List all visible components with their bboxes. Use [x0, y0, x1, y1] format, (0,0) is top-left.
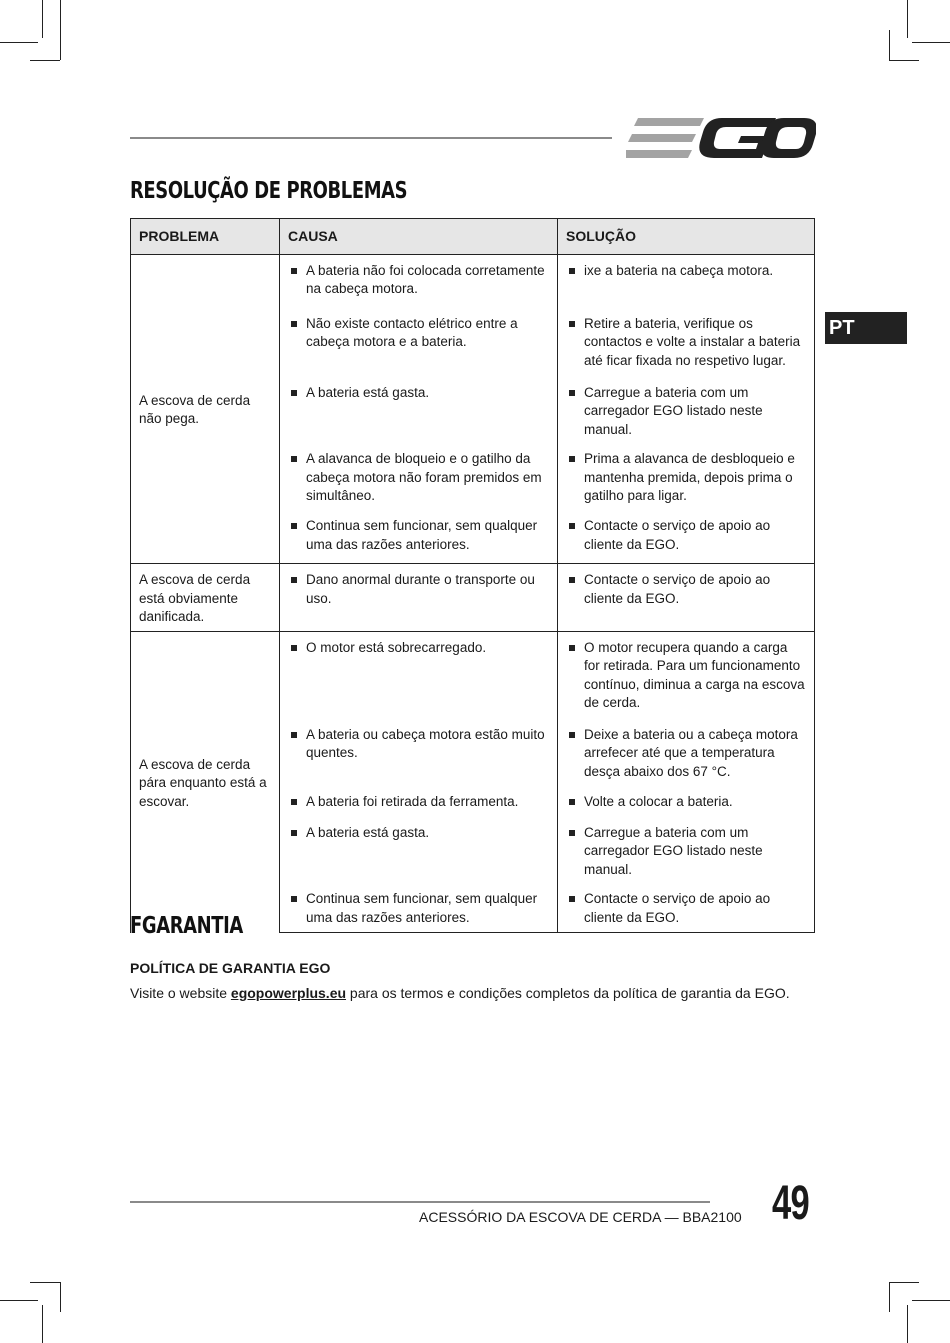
bullet-square-icon	[569, 799, 575, 805]
solution-cell	[558, 443, 815, 510]
solution-cell	[558, 786, 815, 817]
cause-text: A bateria foi retirada da ferramenta.	[306, 793, 519, 809]
solution-cell	[558, 631, 815, 719]
ego-logo	[626, 116, 816, 160]
bullet-square-icon	[569, 896, 575, 902]
solution-text: ixe a bateria na cabeça motora.	[584, 262, 774, 278]
bullet-square-icon	[291, 577, 297, 583]
bullet-square-icon	[569, 732, 575, 738]
crop-mark	[30, 60, 60, 61]
solution-cell	[558, 308, 815, 377]
solution-text: O motor recupera quando a carga for retirada. Para um funcionamento contínuo, diminua a carga na escova de cerda.	[584, 639, 805, 710]
cause-text: O motor está sobrecarregado.	[306, 639, 487, 655]
bullet-square-icon	[569, 268, 575, 274]
crop-mark	[889, 30, 890, 60]
cause-cell	[280, 817, 558, 884]
crop-mark	[907, 0, 908, 38]
bullet-square-icon	[569, 390, 575, 396]
bullet-square-icon	[291, 732, 297, 738]
header-cause: CAUSA	[280, 219, 558, 255]
crop-mark	[42, 1305, 43, 1343]
solution-text: Carregue a bateria com um carregador EGO listado neste manual.	[584, 824, 763, 877]
crop-mark	[42, 0, 43, 38]
crop-mark	[60, 0, 61, 60]
solution-text: Contacte o serviço de apoio ao cliente da EGO.	[584, 891, 771, 925]
cause-cell	[280, 443, 558, 510]
solution-cell	[558, 719, 815, 786]
cause-text: Não existe contacto elétrico entre a cabeça motora e a bateria.	[306, 315, 518, 349]
cause-text: A bateria está gasta.	[306, 384, 430, 400]
table-row	[131, 564, 815, 632]
solution-text: Contacte o serviço de apoio ao cliente da EGO.	[584, 572, 771, 606]
cause-cell	[280, 308, 558, 377]
crop-mark	[889, 1282, 919, 1283]
cause-cell	[280, 510, 558, 564]
problem-cell: A escova de cerda pára enquanto está a escovar.	[131, 631, 280, 933]
language-tab: PT	[825, 312, 907, 344]
crop-mark	[912, 1300, 950, 1301]
warranty-title: FGARANTIA	[130, 913, 243, 939]
solution-cell	[558, 564, 815, 632]
cause-text: Continua sem funcionar, sem qualquer uma das razões anteriores.	[306, 891, 538, 925]
solution-cell	[558, 817, 815, 884]
bullet-square-icon	[291, 523, 297, 529]
solution-cell	[558, 510, 815, 564]
warranty-text	[130, 985, 790, 1001]
cause-text: Continua sem funcionar, sem qualquer uma das razões anteriores.	[306, 518, 538, 552]
crop-mark	[30, 1282, 60, 1283]
solution-cell	[558, 254, 815, 308]
solution-text: Contacte o serviço de apoio ao cliente da EGO.	[584, 518, 771, 552]
solution-cell	[558, 377, 815, 444]
table-row	[131, 254, 815, 308]
page-number: 49	[772, 1177, 810, 1230]
cause-cell	[280, 719, 558, 786]
crop-mark	[889, 1282, 890, 1312]
cause-cell	[280, 377, 558, 444]
warranty-text-before: Visite o website	[130, 985, 231, 1001]
bullet-square-icon	[291, 830, 297, 836]
warranty-text-after: para os termos e condições completos da política de garantia da EGO.	[346, 985, 790, 1001]
crop-mark	[0, 42, 38, 43]
header-problem: PROBLEMA	[131, 219, 280, 255]
table-row	[131, 631, 815, 719]
bullet-square-icon	[291, 321, 297, 327]
cause-text: Dano anormal durante o transporte ou uso.	[306, 572, 535, 606]
footer-rule	[130, 1201, 710, 1203]
header-solution: SOLUÇÃO	[558, 219, 815, 255]
solution-text: Deixe a bateria ou a cabeça motora arrefecer até que a temperatura desça abaixo dos 67 °C.	[584, 726, 798, 779]
problem-cell: A escova de cerda não pega.	[131, 254, 280, 564]
cause-cell	[280, 883, 558, 933]
bullet-square-icon	[291, 268, 297, 274]
crop-mark	[889, 60, 919, 61]
bullet-square-icon	[569, 645, 575, 651]
warranty-website-link[interactable]: egopowerplus.eu	[230, 985, 347, 1001]
crop-mark	[0, 1300, 38, 1301]
table-header-row	[131, 219, 815, 255]
header-rule	[130, 137, 612, 139]
bullet-square-icon	[291, 390, 297, 396]
cause-text: A bateria não foi colocada corretamente na cabeça motora.	[306, 262, 545, 296]
cause-cell	[280, 564, 558, 632]
footer-product-name: ACESSÓRIO DA ESCOVA DE CERDA — BBA2100	[419, 1209, 742, 1225]
cause-cell	[280, 631, 558, 719]
solution-text: Volte a colocar a bateria.	[584, 793, 733, 809]
bullet-square-icon	[569, 456, 575, 462]
crop-mark	[60, 1282, 61, 1312]
solution-text: Carregue a bateria com um carregador EGO listado neste manual.	[584, 384, 763, 437]
cause-cell	[280, 786, 558, 817]
warranty-subtitle: POLÍTICA DE GARANTIA EGO	[130, 960, 331, 976]
bullet-square-icon	[291, 799, 297, 805]
cause-cell	[280, 254, 558, 308]
solution-text: Retire a bateria, verifique os contactos e volte a instalar a bateria até ficar fixada no respetivo lugar.	[584, 315, 801, 368]
bullet-square-icon	[291, 456, 297, 462]
problem-cell: A escova de cerda está obviamente danificada.	[131, 564, 280, 632]
cause-text: A bateria ou cabeça motora estão muito quentes.	[306, 726, 545, 760]
bullet-square-icon	[569, 830, 575, 836]
solution-text: Prima a alavanca de desbloqueio e mantenha premida, depois prima o gatilho para ligar.	[584, 451, 795, 503]
troubleshooting-title: RESOLUÇÃO DE PROBLEMAS	[130, 178, 408, 204]
cause-text: A alavanca de bloqueio e o gatilho da cabeça motora não foram premidos em simultâneo.	[306, 451, 542, 503]
crop-mark	[912, 42, 950, 43]
solution-cell	[558, 883, 815, 933]
bullet-square-icon	[291, 896, 297, 902]
cause-text: A bateria está gasta.	[306, 824, 430, 840]
troubleshooting-table	[130, 218, 815, 933]
bullet-square-icon	[291, 645, 297, 651]
bullet-square-icon	[569, 577, 575, 583]
crop-mark	[907, 1305, 908, 1343]
bullet-square-icon	[569, 523, 575, 529]
bullet-square-icon	[569, 321, 575, 327]
